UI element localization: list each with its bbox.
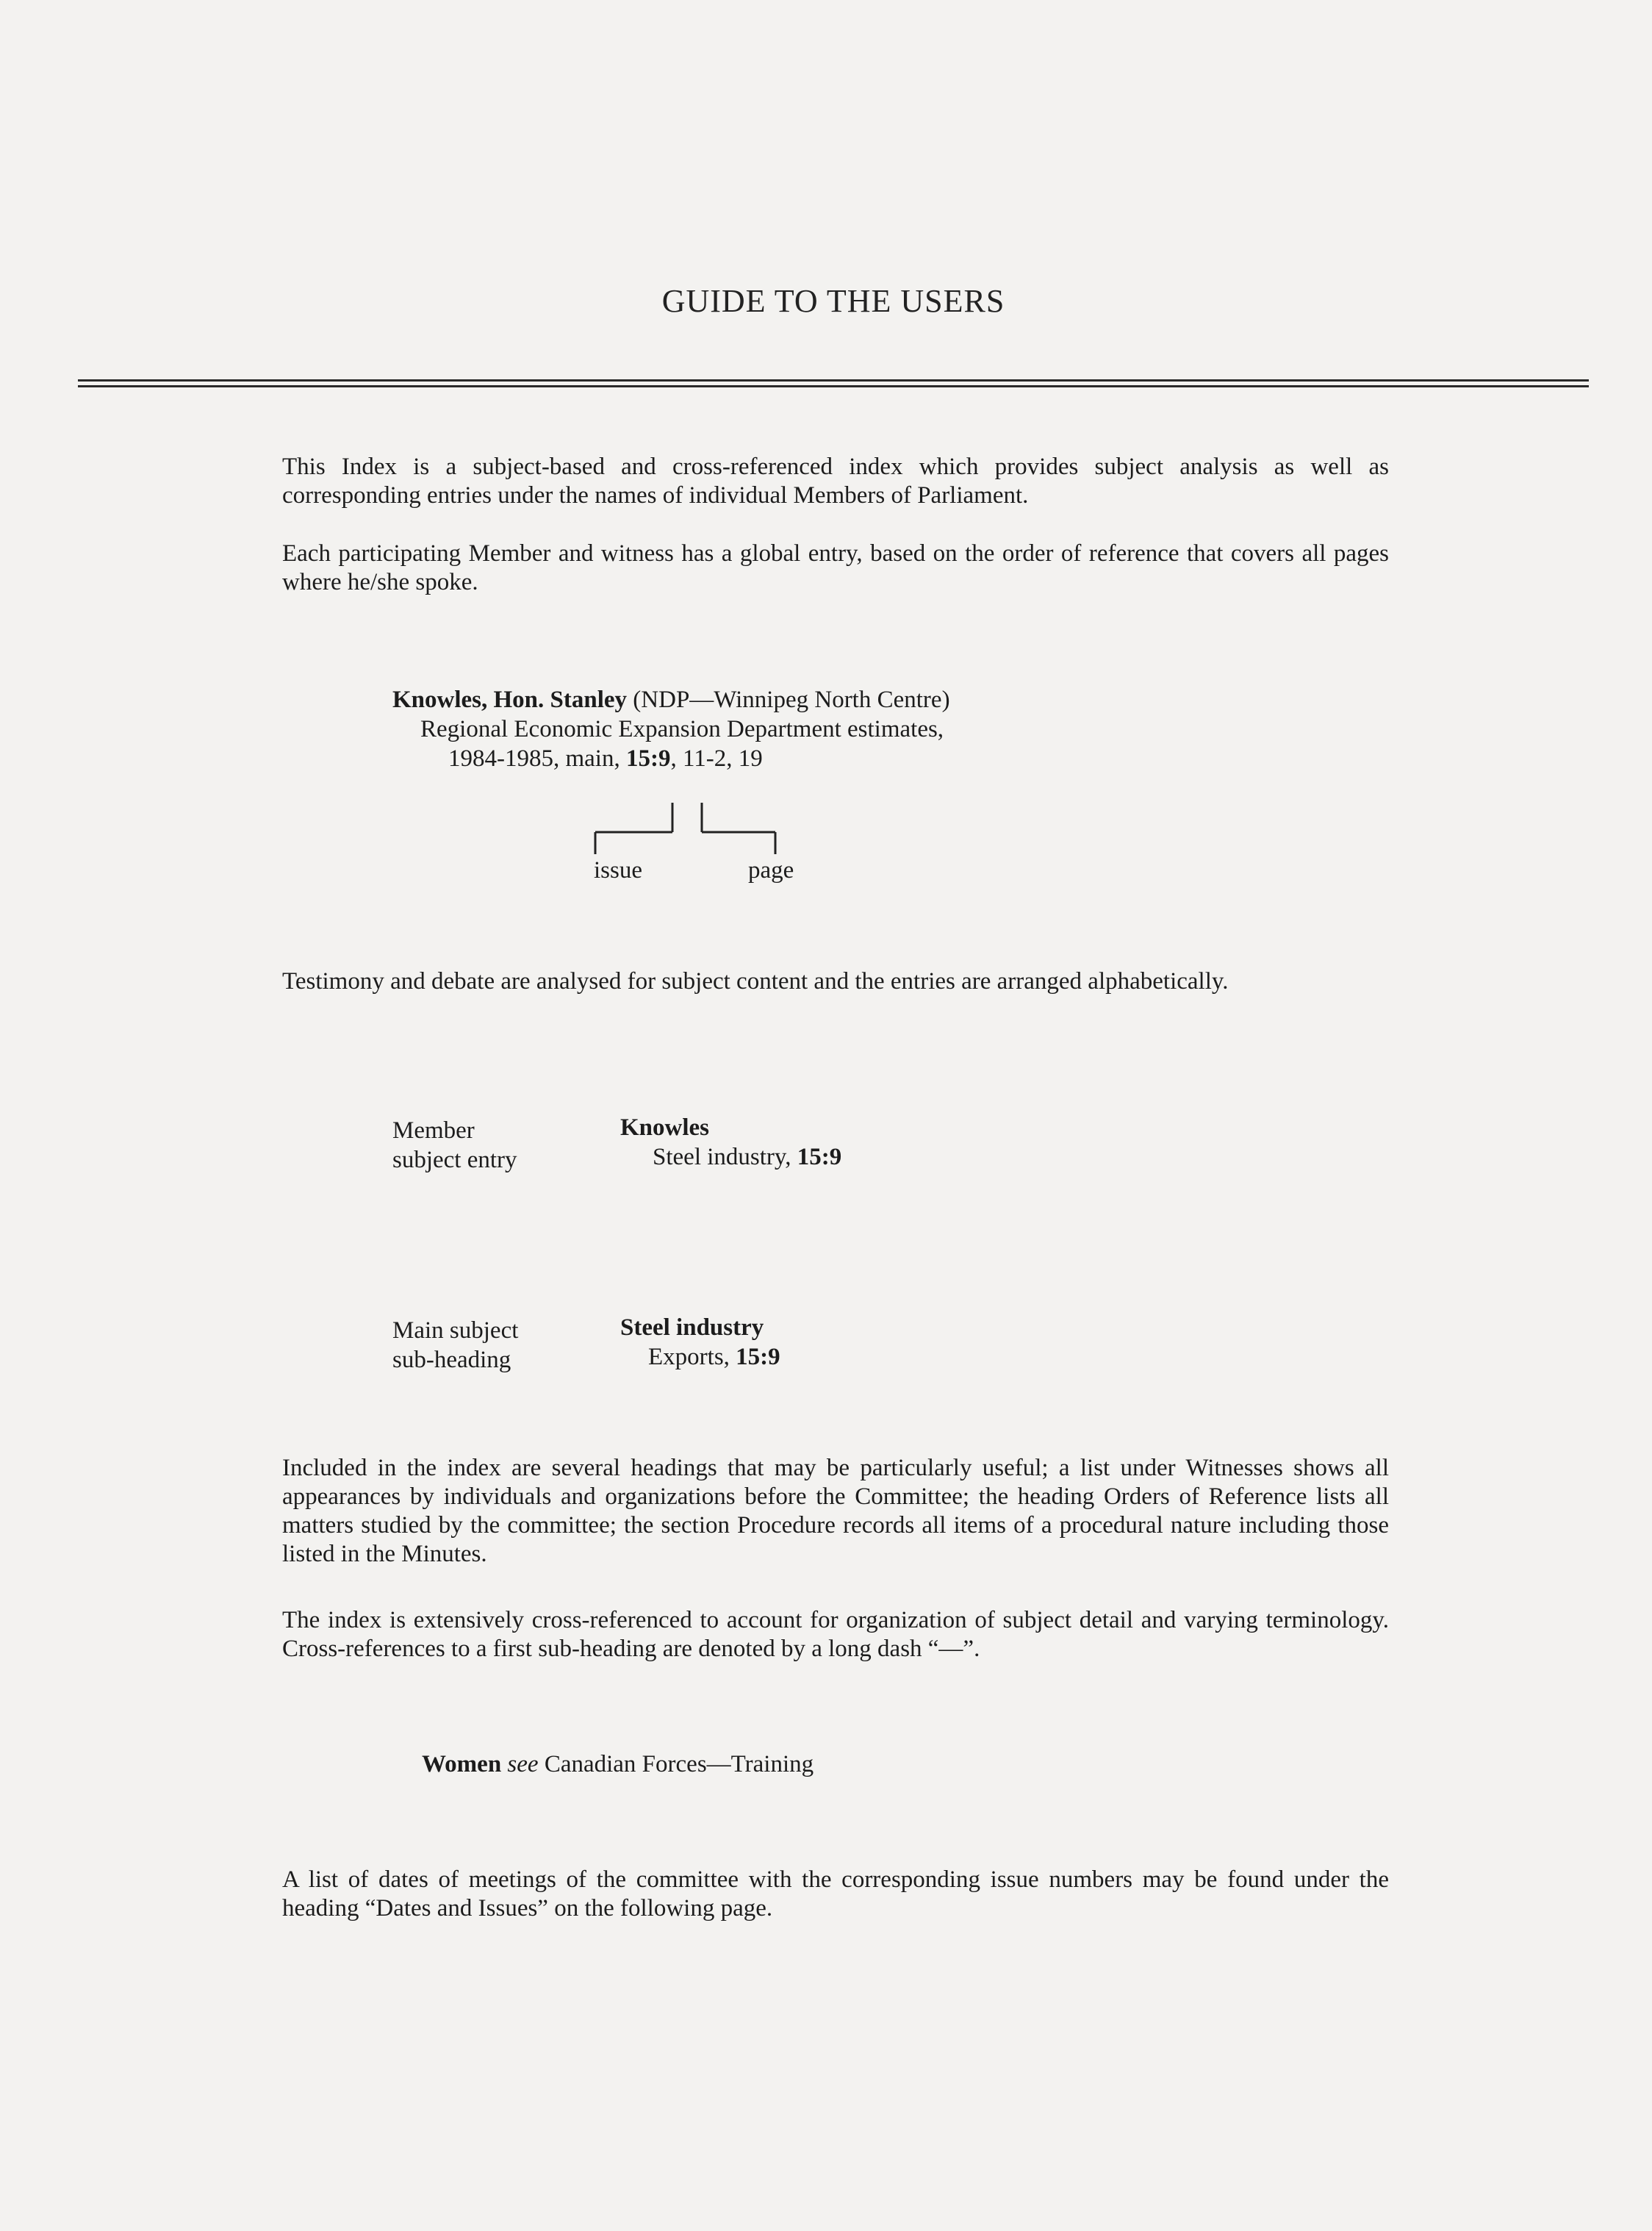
example-entry-line2: Regional Economic Expansion Department estimates, <box>420 716 944 742</box>
example-entry <box>392 685 950 773</box>
page-label: page <box>748 857 794 884</box>
subject-example-labels: Main subject sub-heading <box>392 1317 519 1373</box>
cross-reference-paragraph: The index is extensively cross-referenced to account for organization of subject detail and varying terminology. Cross-references to a first sub-heading are denoted by a long dash “—”. <box>282 1607 1389 1662</box>
issue-page-bracket-diagram <box>573 803 794 854</box>
member-example-entry: Knowles Steel industry, 15:9 <box>620 1114 842 1170</box>
member-heading: Knowles <box>620 1114 710 1141</box>
title-rule-top <box>78 379 1589 382</box>
intro-paragraph: This Index is a subject-based and cross-referenced index which provides subject analysis as well as corresponding entries under the names of individual Members of Parliament. <box>282 454 1389 509</box>
analysis-paragraph: Testimony and debate are analysed for subject content and the entries are arranged alphabetically. <box>282 968 1229 995</box>
useful-headings-paragraph: Included in the index are several headings that may be particularly useful; a list under Witnesses shows all appearances by individuals and organizations before the Committee; the heading Orders of Reference lists all matters studied by the committee; the section Procedure records all items of a procedural nature including those listed in the Minutes. <box>282 1455 1389 1567</box>
issue-label: issue <box>594 857 642 884</box>
example-entry-line1 <box>392 685 950 715</box>
example-entry-line3: 1984-1985, main, 15:9, 11-2, 19 <box>448 745 763 772</box>
page-title: GUIDE TO THE USERS <box>661 283 1005 319</box>
cross-reference-example: Women see Canadian Forces—Training <box>422 1751 814 1777</box>
example-member-name: Knowles, Hon. Stanley <box>392 687 628 713</box>
dates-issues-paragraph: A list of dates of meetings of the committee with the corresponding issue numbers may be found under the heading “Dates and Issues” on the following page. <box>282 1866 1389 1922</box>
subject-heading: Steel industry <box>620 1314 764 1341</box>
example-member-party: (NDP—Winnipeg North Centre) <box>627 687 950 713</box>
global-entry-paragraph: Each participating Member and witness has a global entry, based on the order of reference that covers all pages where he/she spoke. <box>282 540 1389 595</box>
member-example-labels: Member subject entry <box>392 1117 517 1173</box>
subject-example-entry: Steel industry Exports, 15:9 <box>620 1314 780 1370</box>
example-issue-page-ref: 15:9 <box>625 745 671 772</box>
title-rule-bottom <box>78 385 1589 387</box>
